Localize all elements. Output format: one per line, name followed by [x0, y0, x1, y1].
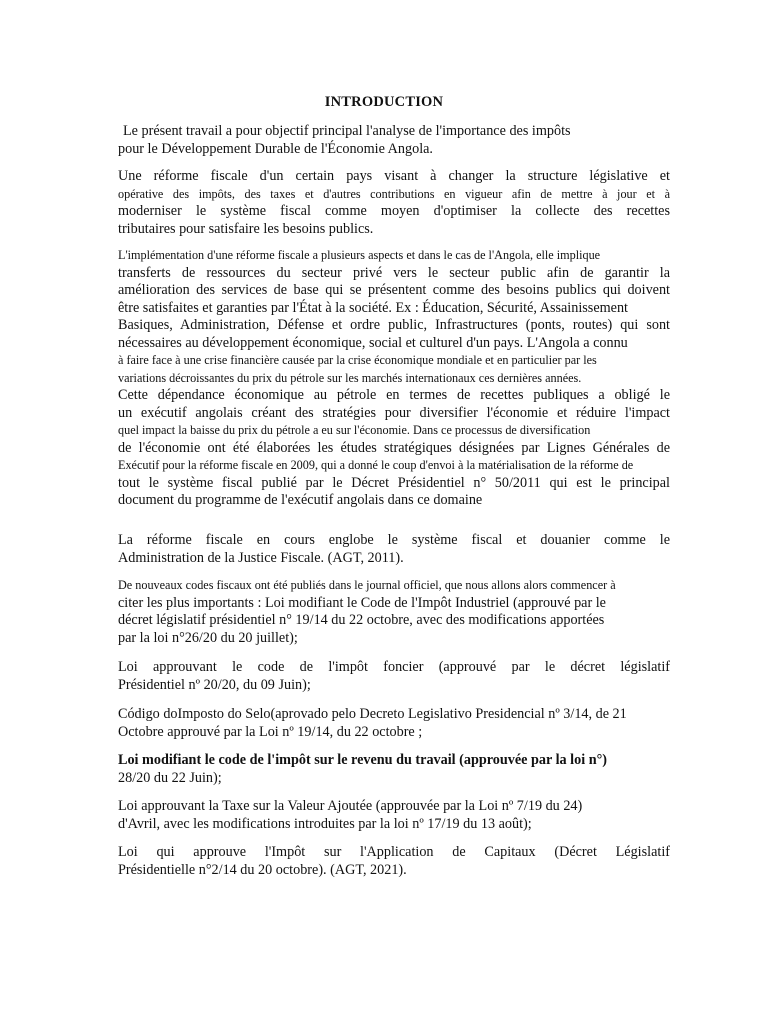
paragraph-line: De nouveaux codes fiscaux ont été publiés dans le journal officiel, que nous allons alors commencer à — [118, 578, 616, 592]
paragraph-line: Cette dépendance économique au pétrole en termes de recettes publiques a obligé le — [118, 387, 670, 403]
paragraph-line: de l'économie ont été élaborées les études stratégiques désignées par Lignes Générales de — [118, 439, 670, 456]
paragraph-line: Le présent travail a pour objectif principal l'analyse de l'importance des impôts — [123, 123, 571, 139]
paragraph-objective — [118, 123, 670, 158]
paragraph-line: Basiques, Administration, Défense et ordre public, Infrastructures (ponts, routes) qui sont — [118, 317, 670, 333]
paragraph-stamp-duty — [118, 706, 670, 741]
paragraph-new-codes — [118, 577, 670, 647]
paragraph-implementation — [118, 247, 670, 510]
paragraph-line: tributaires pour satisfaire les besoins publics. — [118, 220, 374, 237]
paragraph-line: Loi qui approuve l'Impôt sur l'Application de Capitaux (Décret Législatif — [118, 844, 670, 860]
paragraph-fiscal-reform — [118, 168, 670, 238]
paragraph-line: tout le système fiscal publié par le Décret Présidentiel n° 50/2011 qui est le principal — [118, 474, 670, 491]
paragraph-line: Loi approuvant le code de l'impôt foncier (approuvé par le décret législatif — [118, 659, 670, 675]
paragraph-line: pour le Développement Durable de l'Économie Angola. — [118, 140, 433, 157]
paragraph-line: variations décroissantes du prix du pétrole sur les marchés internationaux ces dernières années. — [118, 370, 582, 385]
paragraph-line: transferts de ressources du secteur privé vers le secteur public afin de garantir la — [118, 264, 670, 281]
paragraph-line: par la loi n°26/20 du 20 juillet); — [118, 629, 298, 646]
paragraph-line: La réforme fiscale en cours englobe le système fiscal et douanier comme le — [118, 532, 670, 548]
paragraph-line: être satisfaites et garanties par l'État à la société. Ex : Éducation, Sécurité, Assainissement — [118, 299, 628, 316]
paragraph-line: Loi modifiant le code de l'impôt sur le revenu du travail (approuvée par la loi n°) — [118, 752, 607, 768]
paragraph-vat — [118, 798, 670, 833]
paragraph-line: à faire face à une crise financière causée par la crise économique mondiale et en particulier par les — [118, 353, 597, 367]
paragraph-line: Exécutif pour la réforme fiscale en 2009, qui a donné le coup d'envoi à la matérialisation de la réforme de — [118, 458, 634, 472]
paragraph-capital-tax — [118, 844, 670, 879]
paragraph-line: quel impact la baisse du prix du pétrole a eu sur l'économie. Dans ce processus de diversification — [118, 423, 591, 437]
paragraph-income-tax — [118, 752, 670, 787]
paragraph-line: Administration de la Justice Fiscale. (AGT, 2011). — [118, 549, 404, 566]
paragraph-line: Présidentiel nº 20/20, du 09 Juin); — [118, 676, 311, 693]
paragraph-line: Loi approuvant la Taxe sur la Valeur Ajoutée (approuvée par la Loi nº 7/19 du 24) — [118, 798, 583, 814]
paragraph-line: Código doImposto do Selo(aprovado pelo Decreto Legislativo Presidencial nº 3/14, de 21 — [118, 706, 627, 722]
paragraph-line: amélioration des services de base qui se présentent comme des besoins publics qui doivent — [118, 282, 670, 298]
paragraph-line: un exécutif angolais créant des stratégies pour diversifier l'économie et réduire l'impact — [118, 404, 670, 421]
paragraph-line: Présidentielle n°2/14 du 20 octobre). (AGT, 2021). — [118, 861, 407, 878]
paragraph-line: moderniser le système fiscal comme moyen d'optimiser la collecte des recettes — [118, 203, 670, 219]
paragraph-line: décret législatif présidentiel n° 19/14 du 22 octobre, avec des modifications apportées — [118, 612, 605, 628]
paragraph-line: d'Avril, avec les modifications introduites par la loi nº 17/19 du 13 août); — [118, 815, 532, 832]
paragraph-line: document du programme de l'exécutif angolais dans ce domaine — [118, 492, 483, 508]
paragraph-land-tax — [118, 659, 670, 694]
paragraph-reform-scope — [118, 532, 670, 567]
paragraph-line: opérative des impôts, des taxes et d'autres contributions en vigueur afin de mettre à jour et à — [118, 186, 670, 201]
document-title: INTRODUCTION — [324, 94, 444, 110]
paragraph-line: citer les plus importants : Loi modifiant le Code de l'Impôt Industriel (approuvé par le — [118, 594, 606, 611]
paragraph-line: L'implémentation d'une réforme fiscale a plusieurs aspects et dans le cas de l'Angola, elle implique — [118, 248, 601, 262]
paragraph-line: Octobre approuvé par la Loi nº 19/14, du 22 octobre ; — [118, 723, 423, 740]
paragraph-line: nécessaires au développement économique, social et culturel d'un pays. L'Angola a connu — [118, 334, 628, 351]
paragraph-line: Une réforme fiscale d'un certain pays visant à changer la structure législative et — [118, 168, 670, 184]
paragraph-line: 28/20 du 22 Juin); — [118, 769, 222, 786]
